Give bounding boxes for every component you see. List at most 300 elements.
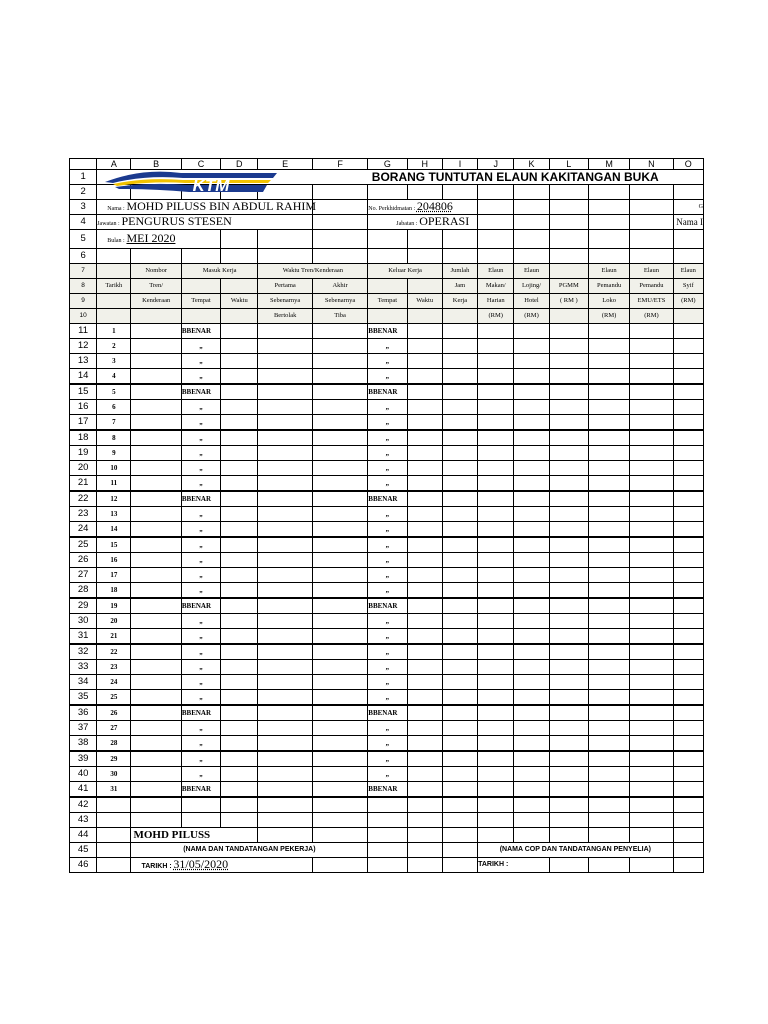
- cell[interactable]: [258, 690, 312, 706]
- masuk-tempat-cell[interactable]: „: [181, 644, 220, 660]
- masuk-tempat-cell[interactable]: BBENAR: [181, 324, 220, 339]
- cell[interactable]: [221, 813, 258, 828]
- cell[interactable]: [630, 354, 673, 369]
- cell[interactable]: [221, 185, 258, 200]
- cell[interactable]: [673, 430, 703, 446]
- cell[interactable]: [549, 813, 588, 828]
- row-number[interactable]: 22: [70, 491, 97, 507]
- cell[interactable]: [588, 629, 629, 645]
- cell[interactable]: [442, 461, 477, 476]
- cell[interactable]: [221, 782, 258, 798]
- cell[interactable]: Nombor: [131, 264, 181, 279]
- cell[interactable]: [368, 828, 407, 843]
- cell[interactable]: [514, 797, 549, 813]
- cell[interactable]: [514, 369, 549, 385]
- cell[interactable]: [478, 828, 514, 843]
- cell[interactable]: Elaun: [630, 264, 673, 279]
- cell[interactable]: [478, 249, 514, 264]
- kenderaan-cell[interactable]: [131, 553, 181, 568]
- masuk-tempat-cell[interactable]: „: [181, 369, 220, 385]
- row-number[interactable]: 2: [70, 185, 97, 200]
- date-cell[interactable]: 25: [97, 690, 131, 706]
- date-cell[interactable]: 22: [97, 644, 131, 660]
- cell[interactable]: [407, 797, 442, 813]
- cell[interactable]: [368, 279, 407, 294]
- cell[interactable]: Syif: [673, 279, 703, 294]
- cell[interactable]: [258, 568, 312, 583]
- cell[interactable]: [221, 309, 258, 324]
- cell[interactable]: [478, 461, 514, 476]
- cell[interactable]: [407, 568, 442, 583]
- cell[interactable]: [478, 644, 514, 660]
- cell[interactable]: (RM): [588, 309, 629, 324]
- masuk-tempat-cell[interactable]: „: [181, 568, 220, 583]
- cell[interactable]: [630, 185, 673, 200]
- cell[interactable]: [478, 185, 514, 200]
- cell[interactable]: [673, 675, 703, 690]
- cell[interactable]: (RM): [478, 309, 514, 324]
- cell[interactable]: [442, 476, 477, 492]
- row-number[interactable]: 29: [70, 598, 97, 614]
- cell[interactable]: [478, 507, 514, 522]
- cell[interactable]: [258, 249, 312, 264]
- cell[interactable]: [442, 598, 477, 614]
- cell[interactable]: [407, 446, 442, 461]
- cell[interactable]: [312, 446, 367, 461]
- cell[interactable]: [442, 858, 477, 873]
- row-number[interactable]: 21: [70, 476, 97, 492]
- cell[interactable]: [221, 537, 258, 553]
- cell[interactable]: [673, 230, 703, 249]
- cell[interactable]: [673, 751, 703, 767]
- logo-cell[interactable]: [97, 170, 368, 194]
- cell[interactable]: [588, 476, 629, 492]
- cell[interactable]: [549, 369, 588, 385]
- cell[interactable]: [442, 644, 477, 660]
- kenderaan-cell[interactable]: [131, 384, 181, 400]
- cell[interactable]: [549, 858, 588, 873]
- cell[interactable]: [407, 400, 442, 415]
- cell[interactable]: [673, 384, 703, 400]
- cell[interactable]: [312, 553, 367, 568]
- cell[interactable]: [478, 568, 514, 583]
- cell[interactable]: [630, 384, 673, 400]
- keluar-tempat-cell[interactable]: „: [368, 537, 407, 553]
- cell[interactable]: [221, 230, 258, 249]
- cell[interactable]: [514, 828, 549, 843]
- tarikh-penyelia[interactable]: TARIKH :: [478, 858, 550, 873]
- keluar-tempat-cell[interactable]: „: [368, 568, 407, 583]
- cell[interactable]: [368, 797, 407, 813]
- tarikh-value[interactable]: 31/05/2020: [173, 856, 229, 871]
- masuk-tempat-cell[interactable]: „: [181, 583, 220, 599]
- kenderaan-cell[interactable]: [131, 675, 181, 690]
- masuk-tempat-cell[interactable]: „: [181, 751, 220, 767]
- row-number[interactable]: 5: [70, 230, 97, 249]
- cell[interactable]: [442, 400, 477, 415]
- cell[interactable]: Masuk Kerja: [181, 264, 258, 279]
- row-number[interactable]: 14: [70, 369, 97, 385]
- cell[interactable]: [514, 230, 549, 249]
- cell[interactable]: [312, 200, 367, 215]
- masuk-tempat-cell[interactable]: „: [181, 339, 220, 354]
- row-number[interactable]: 13: [70, 354, 97, 369]
- keluar-tempat-cell[interactable]: „: [368, 660, 407, 675]
- cell[interactable]: [97, 309, 131, 324]
- cell[interactable]: [630, 249, 673, 264]
- cell[interactable]: [407, 553, 442, 568]
- masuk-tempat-cell[interactable]: „: [181, 614, 220, 629]
- cell[interactable]: [312, 354, 367, 369]
- cell[interactable]: [312, 324, 367, 339]
- cell[interactable]: [549, 828, 588, 843]
- cell[interactable]: [549, 690, 588, 706]
- cell[interactable]: [442, 491, 477, 507]
- masuk-tempat-cell[interactable]: BBENAR: [181, 705, 220, 721]
- cell[interactable]: [221, 461, 258, 476]
- cell[interactable]: [549, 782, 588, 798]
- cell[interactable]: [312, 751, 367, 767]
- cell[interactable]: [514, 660, 549, 675]
- cell[interactable]: [673, 614, 703, 629]
- cell[interactable]: [181, 813, 220, 828]
- cell[interactable]: [588, 721, 629, 736]
- kenderaan-cell[interactable]: [131, 736, 181, 752]
- cell[interactable]: [514, 415, 549, 431]
- masuk-tempat-cell[interactable]: BBENAR: [181, 491, 220, 507]
- cell[interactable]: [549, 309, 588, 324]
- cell[interactable]: [478, 369, 514, 385]
- cell[interactable]: [478, 660, 514, 675]
- cell[interactable]: [407, 384, 442, 400]
- cell[interactable]: [630, 767, 673, 782]
- kenderaan-cell[interactable]: [131, 782, 181, 798]
- kenderaan-cell[interactable]: [131, 568, 181, 583]
- masuk-tempat-cell[interactable]: „: [181, 767, 220, 782]
- cell[interactable]: [588, 782, 629, 798]
- cell[interactable]: [407, 721, 442, 736]
- masuk-tempat-cell[interactable]: BBENAR: [181, 782, 220, 798]
- keluar-tempat-cell[interactable]: „: [368, 339, 407, 354]
- cell[interactable]: [588, 324, 629, 339]
- cell[interactable]: [221, 797, 258, 813]
- date-cell[interactable]: 17: [97, 568, 131, 583]
- kenderaan-cell[interactable]: [131, 644, 181, 660]
- cell[interactable]: [673, 690, 703, 706]
- cell[interactable]: [549, 200, 588, 215]
- cell[interactable]: [673, 507, 703, 522]
- signature-name[interactable]: MOHD PILUSS: [131, 828, 258, 843]
- cell[interactable]: [442, 614, 477, 629]
- cell[interactable]: [258, 400, 312, 415]
- cell[interactable]: [442, 185, 477, 200]
- masuk-tempat-cell[interactable]: „: [181, 736, 220, 752]
- cell[interactable]: [588, 767, 629, 782]
- cell[interactable]: [442, 705, 477, 721]
- cell[interactable]: [442, 751, 477, 767]
- kenderaan-cell[interactable]: [131, 660, 181, 675]
- cell[interactable]: [221, 736, 258, 752]
- cell[interactable]: [588, 369, 629, 385]
- cell[interactable]: [131, 309, 181, 324]
- keluar-tempat-cell[interactable]: „: [368, 629, 407, 645]
- date-cell[interactable]: 1: [97, 324, 131, 339]
- cell[interactable]: Tiba: [312, 309, 367, 324]
- cell[interactable]: [588, 568, 629, 583]
- cell[interactable]: Kerja: [442, 294, 477, 309]
- row-number[interactable]: 25: [70, 537, 97, 553]
- cell[interactable]: [549, 767, 588, 782]
- o4-fragment[interactable]: Nama I: [673, 215, 703, 230]
- cell[interactable]: [478, 200, 514, 215]
- cell[interactable]: [407, 736, 442, 752]
- cell[interactable]: [673, 522, 703, 538]
- cell[interactable]: [442, 446, 477, 461]
- keluar-tempat-cell[interactable]: „: [368, 430, 407, 446]
- row-number[interactable]: 42: [70, 797, 97, 813]
- row-number[interactable]: 46: [70, 858, 97, 873]
- kenderaan-cell[interactable]: [131, 369, 181, 385]
- cell[interactable]: [630, 629, 673, 645]
- cell[interactable]: [514, 461, 549, 476]
- column-header[interactable]: H: [407, 159, 442, 170]
- cell[interactable]: [312, 537, 367, 553]
- cell[interactable]: [514, 705, 549, 721]
- cell[interactable]: [478, 324, 514, 339]
- cell[interactable]: [673, 721, 703, 736]
- date-cell[interactable]: 5: [97, 384, 131, 400]
- cell[interactable]: [407, 828, 442, 843]
- cell[interactable]: [588, 415, 629, 431]
- cell[interactable]: [549, 537, 588, 553]
- cell[interactable]: [549, 264, 588, 279]
- keluar-tempat-cell[interactable]: BBENAR: [368, 384, 407, 400]
- cell[interactable]: [514, 507, 549, 522]
- cell[interactable]: [673, 813, 703, 828]
- row-number[interactable]: 7: [70, 264, 97, 279]
- cell[interactable]: [549, 614, 588, 629]
- cell[interactable]: [673, 476, 703, 492]
- cell[interactable]: [549, 415, 588, 431]
- cell[interactable]: [258, 553, 312, 568]
- cell[interactable]: [258, 522, 312, 538]
- cell[interactable]: (RM): [673, 294, 703, 309]
- cell[interactable]: Jumlah: [442, 264, 477, 279]
- cell[interactable]: [630, 415, 673, 431]
- cell[interactable]: [673, 339, 703, 354]
- cell[interactable]: [588, 598, 629, 614]
- bulan-cell[interactable]: [97, 230, 221, 249]
- cell[interactable]: [312, 461, 367, 476]
- cell[interactable]: [588, 705, 629, 721]
- cell[interactable]: [407, 813, 442, 828]
- cell[interactable]: [258, 675, 312, 690]
- cell[interactable]: Keluar Kerja: [368, 264, 443, 279]
- cell[interactable]: [514, 354, 549, 369]
- date-cell[interactable]: 30: [97, 767, 131, 782]
- masuk-tempat-cell[interactable]: „: [181, 522, 220, 538]
- date-cell[interactable]: 31: [97, 782, 131, 798]
- cell[interactable]: Lojing/: [514, 279, 549, 294]
- cell[interactable]: [514, 553, 549, 568]
- cell[interactable]: [442, 675, 477, 690]
- cell[interactable]: [588, 200, 629, 215]
- cell[interactable]: [514, 384, 549, 400]
- column-header[interactable]: B: [131, 159, 181, 170]
- cell[interactable]: [673, 767, 703, 782]
- cell[interactable]: [97, 264, 131, 279]
- cell[interactable]: [549, 491, 588, 507]
- cell[interactable]: Elaun: [673, 264, 703, 279]
- cell[interactable]: [478, 491, 514, 507]
- cell[interactable]: Waktu: [407, 294, 442, 309]
- cell[interactable]: [478, 415, 514, 431]
- cell[interactable]: [630, 858, 673, 873]
- kenderaan-cell[interactable]: [131, 522, 181, 538]
- kenderaan-cell[interactable]: [131, 507, 181, 522]
- cell[interactable]: [673, 537, 703, 553]
- cell[interactable]: [514, 644, 549, 660]
- keluar-tempat-cell[interactable]: BBENAR: [368, 598, 407, 614]
- cell[interactable]: [588, 522, 629, 538]
- cell[interactable]: [588, 553, 629, 568]
- keluar-tempat-cell[interactable]: BBENAR: [368, 782, 407, 798]
- kenderaan-cell[interactable]: [131, 430, 181, 446]
- cell[interactable]: [630, 614, 673, 629]
- cell[interactable]: [407, 354, 442, 369]
- cell[interactable]: [588, 828, 629, 843]
- cell[interactable]: [312, 384, 367, 400]
- cell[interactable]: [312, 767, 367, 782]
- cell[interactable]: [258, 185, 312, 200]
- cell[interactable]: [258, 507, 312, 522]
- cell[interactable]: [312, 522, 367, 538]
- cell[interactable]: [588, 491, 629, 507]
- keluar-tempat-cell[interactable]: BBENAR: [368, 705, 407, 721]
- cell[interactable]: [478, 339, 514, 354]
- row-number[interactable]: 3: [70, 200, 97, 215]
- row-number[interactable]: 32: [70, 644, 97, 660]
- cell[interactable]: [630, 491, 673, 507]
- row-number[interactable]: 28: [70, 583, 97, 599]
- cell[interactable]: [514, 400, 549, 415]
- cell[interactable]: [258, 721, 312, 736]
- masuk-tempat-cell[interactable]: „: [181, 507, 220, 522]
- cell[interactable]: [588, 215, 629, 230]
- cell[interactable]: [673, 598, 703, 614]
- cell[interactable]: [258, 736, 312, 752]
- cell[interactable]: [514, 430, 549, 446]
- cell[interactable]: [478, 813, 514, 828]
- cell[interactable]: [258, 476, 312, 492]
- cell[interactable]: [514, 813, 549, 828]
- cell[interactable]: [478, 721, 514, 736]
- jawatan-cell[interactable]: [97, 215, 313, 230]
- column-header[interactable]: C: [181, 159, 220, 170]
- cell[interactable]: [221, 690, 258, 706]
- cell[interactable]: [407, 858, 442, 873]
- cell[interactable]: [588, 751, 629, 767]
- cell[interactable]: [588, 690, 629, 706]
- cell[interactable]: Tempat: [181, 294, 220, 309]
- cell[interactable]: [630, 553, 673, 568]
- masuk-tempat-cell[interactable]: „: [181, 430, 220, 446]
- cell[interactable]: [478, 430, 514, 446]
- keluar-tempat-cell[interactable]: „: [368, 476, 407, 492]
- cell[interactable]: [181, 279, 220, 294]
- cell[interactable]: [630, 813, 673, 828]
- cell[interactable]: [407, 279, 442, 294]
- cell[interactable]: [97, 294, 131, 309]
- cell[interactable]: [514, 491, 549, 507]
- cell[interactable]: [549, 507, 588, 522]
- cell[interactable]: [673, 324, 703, 339]
- cell[interactable]: [407, 675, 442, 690]
- cell[interactable]: [549, 660, 588, 675]
- cell[interactable]: [630, 476, 673, 492]
- cell[interactable]: [588, 644, 629, 660]
- cell[interactable]: [407, 782, 442, 798]
- pekerja-caption[interactable]: (NAMA DAN TANDATANGAN PEKERJA): [131, 843, 368, 858]
- cell[interactable]: [258, 230, 312, 249]
- cell[interactable]: [221, 568, 258, 583]
- cell[interactable]: [312, 598, 367, 614]
- cell[interactable]: [630, 568, 673, 583]
- cell[interactable]: Waktu: [221, 294, 258, 309]
- cell[interactable]: [630, 369, 673, 385]
- nama-value[interactable]: MOHD PILUSS BIN ABDUL RAHIM: [126, 198, 317, 213]
- cell[interactable]: [673, 400, 703, 415]
- cell[interactable]: [221, 507, 258, 522]
- cell[interactable]: [478, 400, 514, 415]
- cell[interactable]: [407, 644, 442, 660]
- cell[interactable]: [407, 309, 442, 324]
- cell[interactable]: [478, 675, 514, 690]
- cell[interactable]: [221, 522, 258, 538]
- cell[interactable]: [673, 660, 703, 675]
- cell[interactable]: [368, 858, 407, 873]
- cell[interactable]: [549, 230, 588, 249]
- cell[interactable]: [221, 324, 258, 339]
- cell[interactable]: Elaun: [514, 264, 549, 279]
- cell[interactable]: [630, 324, 673, 339]
- cell[interactable]: [478, 767, 514, 782]
- row-number[interactable]: 12: [70, 339, 97, 354]
- cell[interactable]: [588, 797, 629, 813]
- row-number[interactable]: 30: [70, 614, 97, 629]
- date-cell[interactable]: 12: [97, 491, 131, 507]
- cell[interactable]: [312, 215, 367, 230]
- cell[interactable]: [630, 339, 673, 354]
- cell[interactable]: [258, 644, 312, 660]
- cell[interactable]: [549, 400, 588, 415]
- cell[interactable]: [514, 200, 549, 215]
- cell[interactable]: [478, 583, 514, 599]
- cell[interactable]: [673, 583, 703, 599]
- cell[interactable]: [588, 339, 629, 354]
- cell[interactable]: Pemandu: [588, 279, 629, 294]
- cell[interactable]: [312, 430, 367, 446]
- cell[interactable]: [407, 185, 442, 200]
- cell[interactable]: [442, 309, 477, 324]
- cell[interactable]: [368, 185, 407, 200]
- cell[interactable]: [588, 446, 629, 461]
- cell[interactable]: (RM): [514, 309, 549, 324]
- keluar-tempat-cell[interactable]: „: [368, 736, 407, 752]
- cell[interactable]: Makan/: [478, 279, 514, 294]
- kenderaan-cell[interactable]: [131, 690, 181, 706]
- masuk-tempat-cell[interactable]: BBENAR: [181, 384, 220, 400]
